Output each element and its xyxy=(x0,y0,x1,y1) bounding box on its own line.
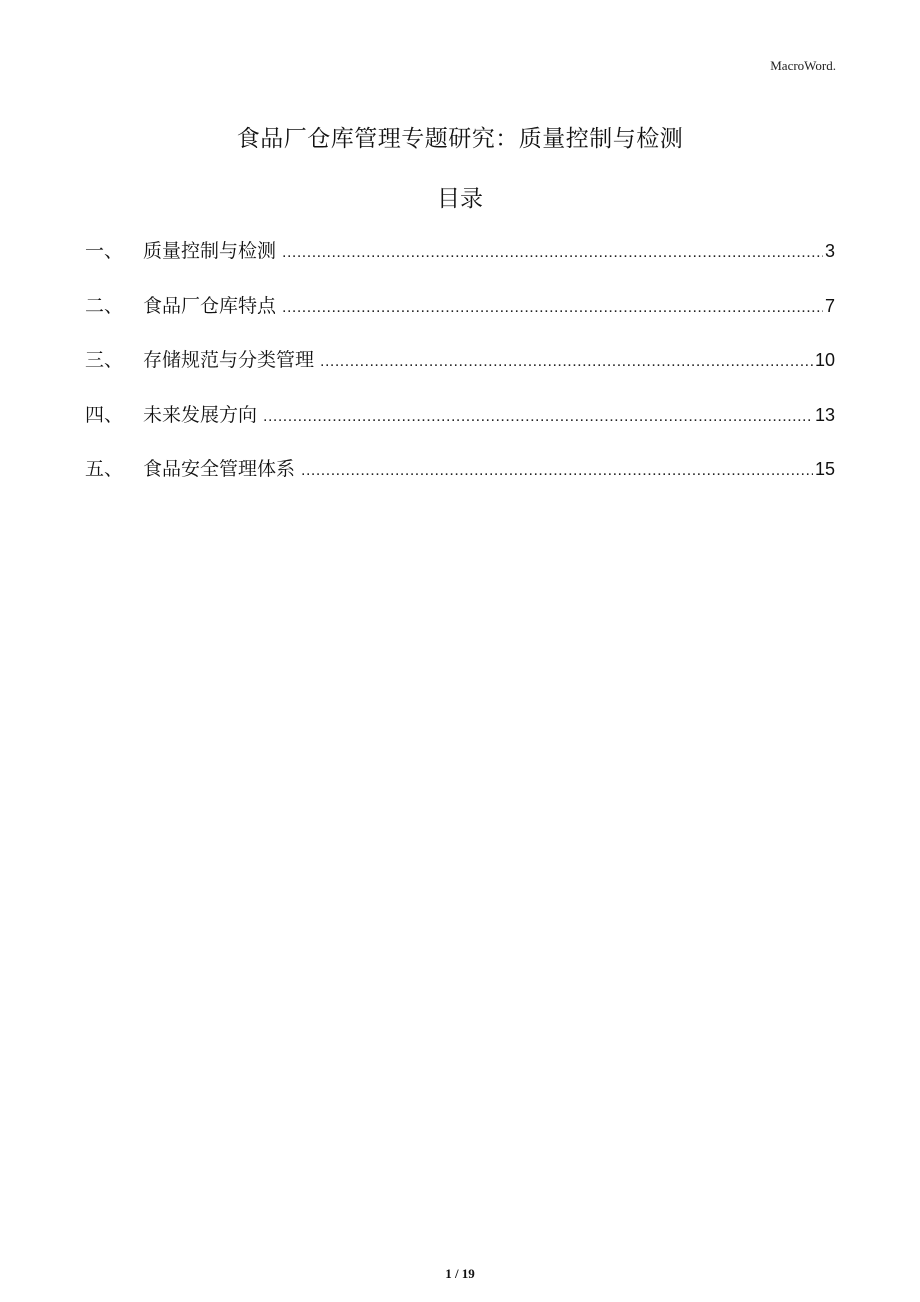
page-number-indicator: 1 / 19 xyxy=(445,1266,475,1281)
toc-entry-title: 食品安全管理体系 xyxy=(143,458,296,480)
toc-entry-page: 3 xyxy=(824,241,835,261)
toc-entry-number: 一、 xyxy=(85,240,124,262)
toc-dot-leader xyxy=(320,353,813,371)
toc-dot-leader xyxy=(282,244,823,262)
table-of-contents xyxy=(85,236,835,509)
toc-dot-leader xyxy=(301,462,813,480)
document-title: 食品厂仓库管理专题研究：质量控制与检测 xyxy=(236,126,684,152)
toc-entry-number: 四、 xyxy=(85,403,124,426)
toc-entry-4[interactable] xyxy=(85,400,835,455)
toc-entry-page: 13 xyxy=(814,404,835,425)
toc-entry-1[interactable] xyxy=(85,236,835,291)
header-watermark-text: MacroWord. xyxy=(770,58,836,73)
toc-entry-2[interactable] xyxy=(85,291,835,346)
toc-entry-page: 10 xyxy=(814,350,835,370)
toc-entry-title: 质量控制与检测 xyxy=(143,240,277,262)
toc-entry-5[interactable] xyxy=(85,454,835,509)
toc-entry-number: 二、 xyxy=(85,294,124,317)
toc-entry-page: 7 xyxy=(824,295,835,316)
toc-entry-title: 食品厂仓库特点 xyxy=(143,294,277,317)
toc-dot-leader xyxy=(263,408,813,426)
toc-dot-leader xyxy=(282,299,823,317)
toc-entry-title: 存储规范与分类管理 xyxy=(143,349,315,371)
toc-heading: 目录 xyxy=(437,186,483,212)
toc-entry-number: 五、 xyxy=(85,458,124,480)
toc-entry-3[interactable] xyxy=(85,345,835,400)
toc-entry-title: 未来发展方向 xyxy=(143,403,258,426)
toc-entry-number: 三、 xyxy=(85,349,124,371)
toc-entry-page: 15 xyxy=(814,459,835,479)
